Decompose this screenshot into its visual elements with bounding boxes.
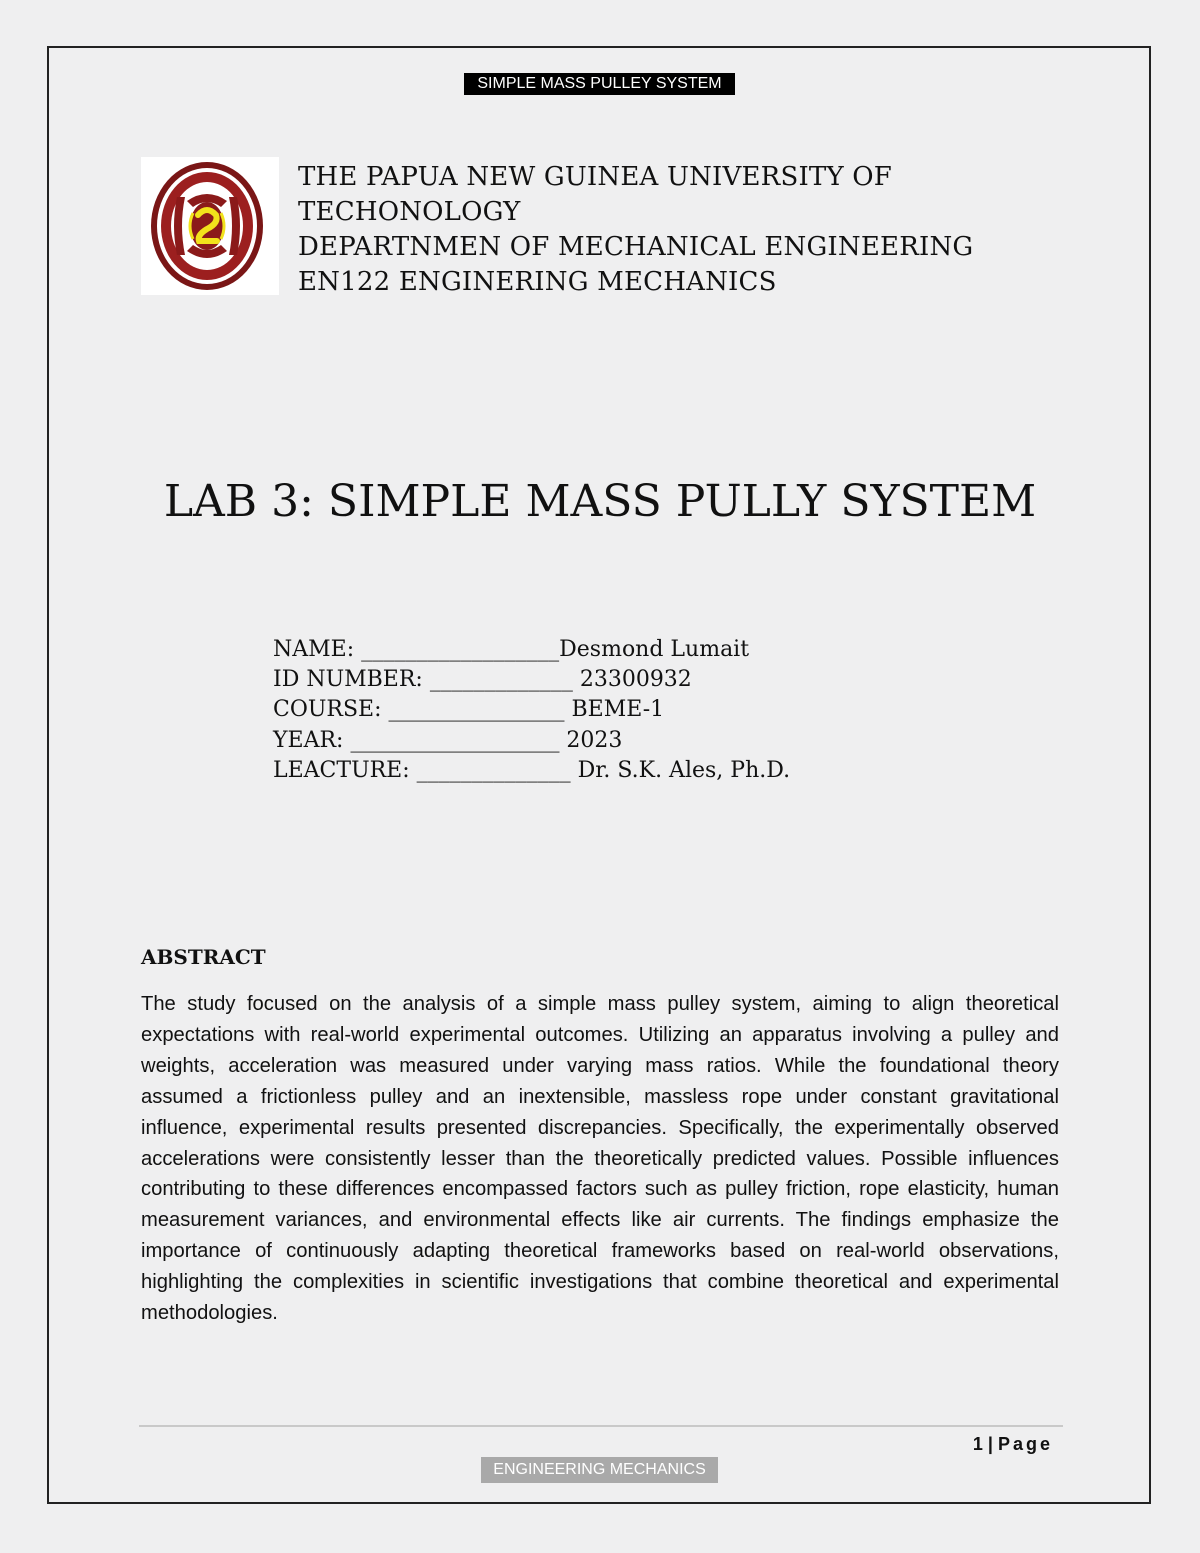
name-row: NAME: __________________Desmond Lumait	[273, 637, 750, 662]
lab-title: LAB 3: SIMPLE MASS PULLY SYSTEM	[163, 476, 1037, 527]
crest-graphic	[141, 157, 279, 295]
institution-header	[298, 160, 1018, 300]
page-number-separator: |	[987, 1434, 993, 1454]
department-line: DEPARTNMEN OF MECHANICAL ENGINEERING	[298, 232, 974, 262]
page-word: Page	[997, 1434, 1053, 1454]
student-info	[273, 635, 913, 786]
running-footer: ENGINEERING MECHANICS	[481, 1457, 718, 1483]
page-number-value: 1	[972, 1434, 983, 1454]
footer-divider	[139, 1425, 1063, 1427]
lecturer-row: LEACTURE: ______________ Dr. S.K. Ales, Ph.D.	[273, 757, 791, 783]
year-row: YEAR: ___________________ 2023	[273, 727, 623, 753]
id-number-row: ID NUMBER: _____________ 23300932	[273, 667, 692, 693]
running-header: SIMPLE MASS PULLEY SYSTEM	[464, 73, 735, 95]
abstract-body: The study focused on the analysis of a simple mass pulley system, aiming to align theoretical expectations with real-world experimental outcomes. Utilizing an apparatus involving a pulley and weights, acceleration was measured under varying mass ratios. While the foundational theory assumed a frictionless pulley and an inextensible, massless rope under constant gravitational influence, experimental results presented discrepancies. Specifically, the experimentally observed accelerations were consistently lesser than the theoretically predicted values. Possible influences contributing to these differences encompassed factors such as pulley friction, rope elasticity, human measurement variances, and environmental effects like air currents. The findings emphasize the importance of continuously adapting theoretical frameworks based on real-world observations, highlighting the complexities in scientific investigations that combine theoretical and experimental methodologies.	[141, 993, 1059, 1325]
abstract-heading: ABSTRACT	[141, 945, 266, 969]
institution-line-1: THE PAPUA NEW GUINEA UNIVERSITY OF	[298, 162, 893, 192]
course-line: EN122 ENGINERING MECHANICS	[298, 267, 777, 297]
course-row: COURSE: ________________ BEME-1	[273, 697, 665, 723]
institution-line-2: TECHONOLOGY	[298, 197, 521, 227]
page-number	[900, 1431, 1053, 1457]
university-crest-icon	[141, 157, 279, 295]
